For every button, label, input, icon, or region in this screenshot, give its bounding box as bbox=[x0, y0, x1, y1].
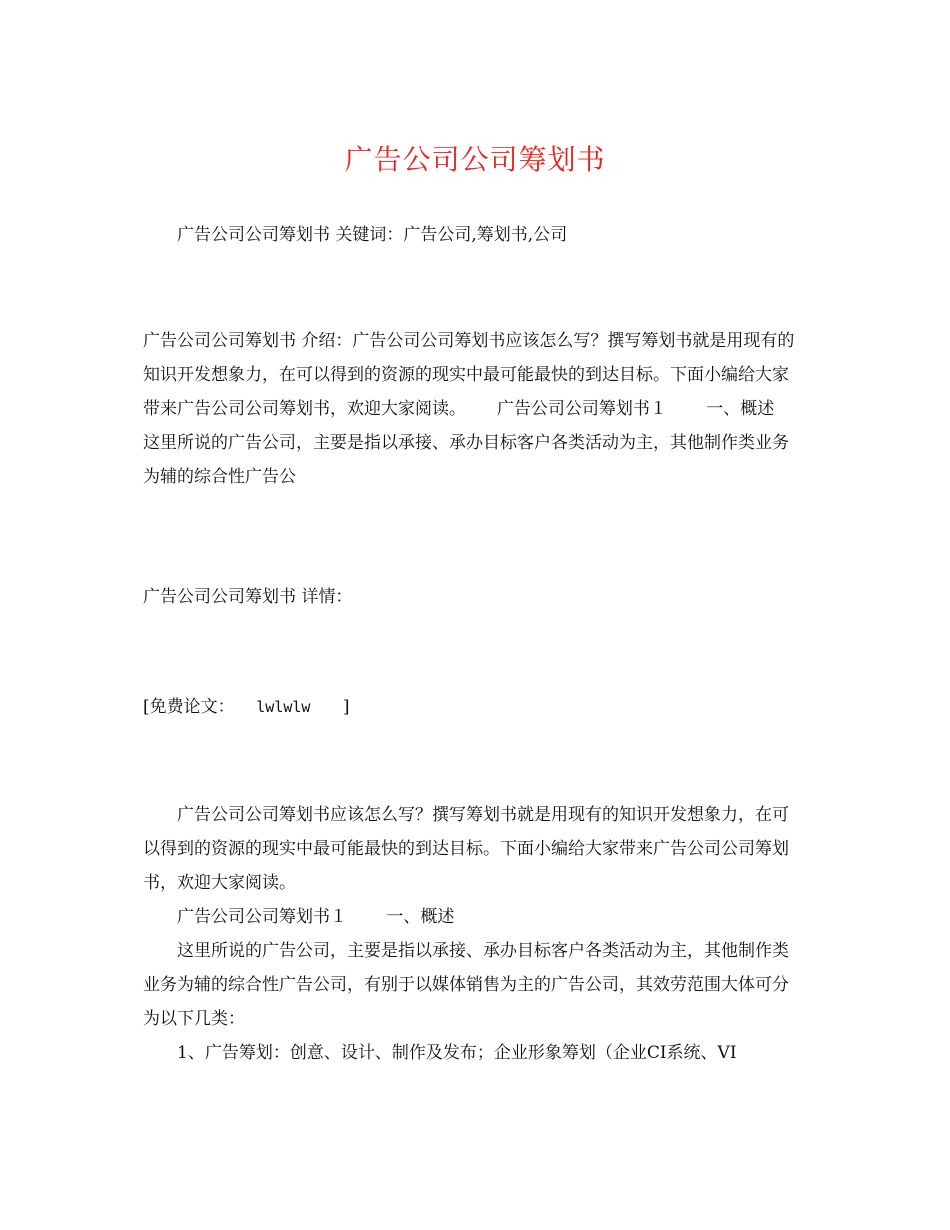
document-title: 广告公司公司筹划书 bbox=[344, 143, 606, 176]
details-label bbox=[143, 580, 803, 614]
intro-text: 广告公司公司筹划书 介绍：广告公司公司筹划书应该怎么写？撰写筹划书就是用现有的知识开发想象力，在可以得到的资源的现实中最可能最快的到达目标。下面小编给大家带来广告公司公司筹划书，欢迎大家阅读。 广告公司公司筹划书１ 一、概述 这里所说的广告公司，主要是指以承接、承办目标客户各类活动为主，其他制作类业务为辅的综合性广告公 bbox=[143, 331, 814, 487]
intro-paragraph bbox=[143, 324, 814, 494]
free-paper-code: lwlwlw bbox=[256, 698, 311, 716]
free-paper-open: [免费论文： bbox=[143, 697, 235, 717]
body-section bbox=[143, 798, 803, 1070]
free-paper-line bbox=[143, 690, 803, 724]
keywords-line bbox=[143, 218, 803, 252]
free-paper-close: ] bbox=[342, 697, 350, 717]
details-text: 广告公司公司筹划书 详情： bbox=[143, 587, 353, 607]
keywords-text: 广告公司公司筹划书 关键词：广告公司,筹划书,公司 bbox=[177, 225, 568, 245]
body-paragraph: 广告公司公司筹划书１ 一、概述 bbox=[177, 907, 455, 927]
body-paragraph: 1、广告筹划：创意、设计、制作及发布；企业形象筹划（企业CI系统、VI bbox=[177, 1043, 737, 1063]
body-paragraph: 广告公司公司筹划书应该怎么写？撰写筹划书就是用现有的知识开发想象力，在可以得到的资源的现实中最可能最快的到达目标。下面小编给大家带来广告公司公司筹划书，欢迎大家阅读。 bbox=[143, 805, 789, 893]
body-paragraph: 这里所说的广告公司，主要是指以承接、承办目标客户各类活动为主，其他制作类业务为辅的综合性广告公司，有别于以媒体销售为主的广告公司，其效劳范围大体可分为以下几类： bbox=[143, 941, 789, 1029]
